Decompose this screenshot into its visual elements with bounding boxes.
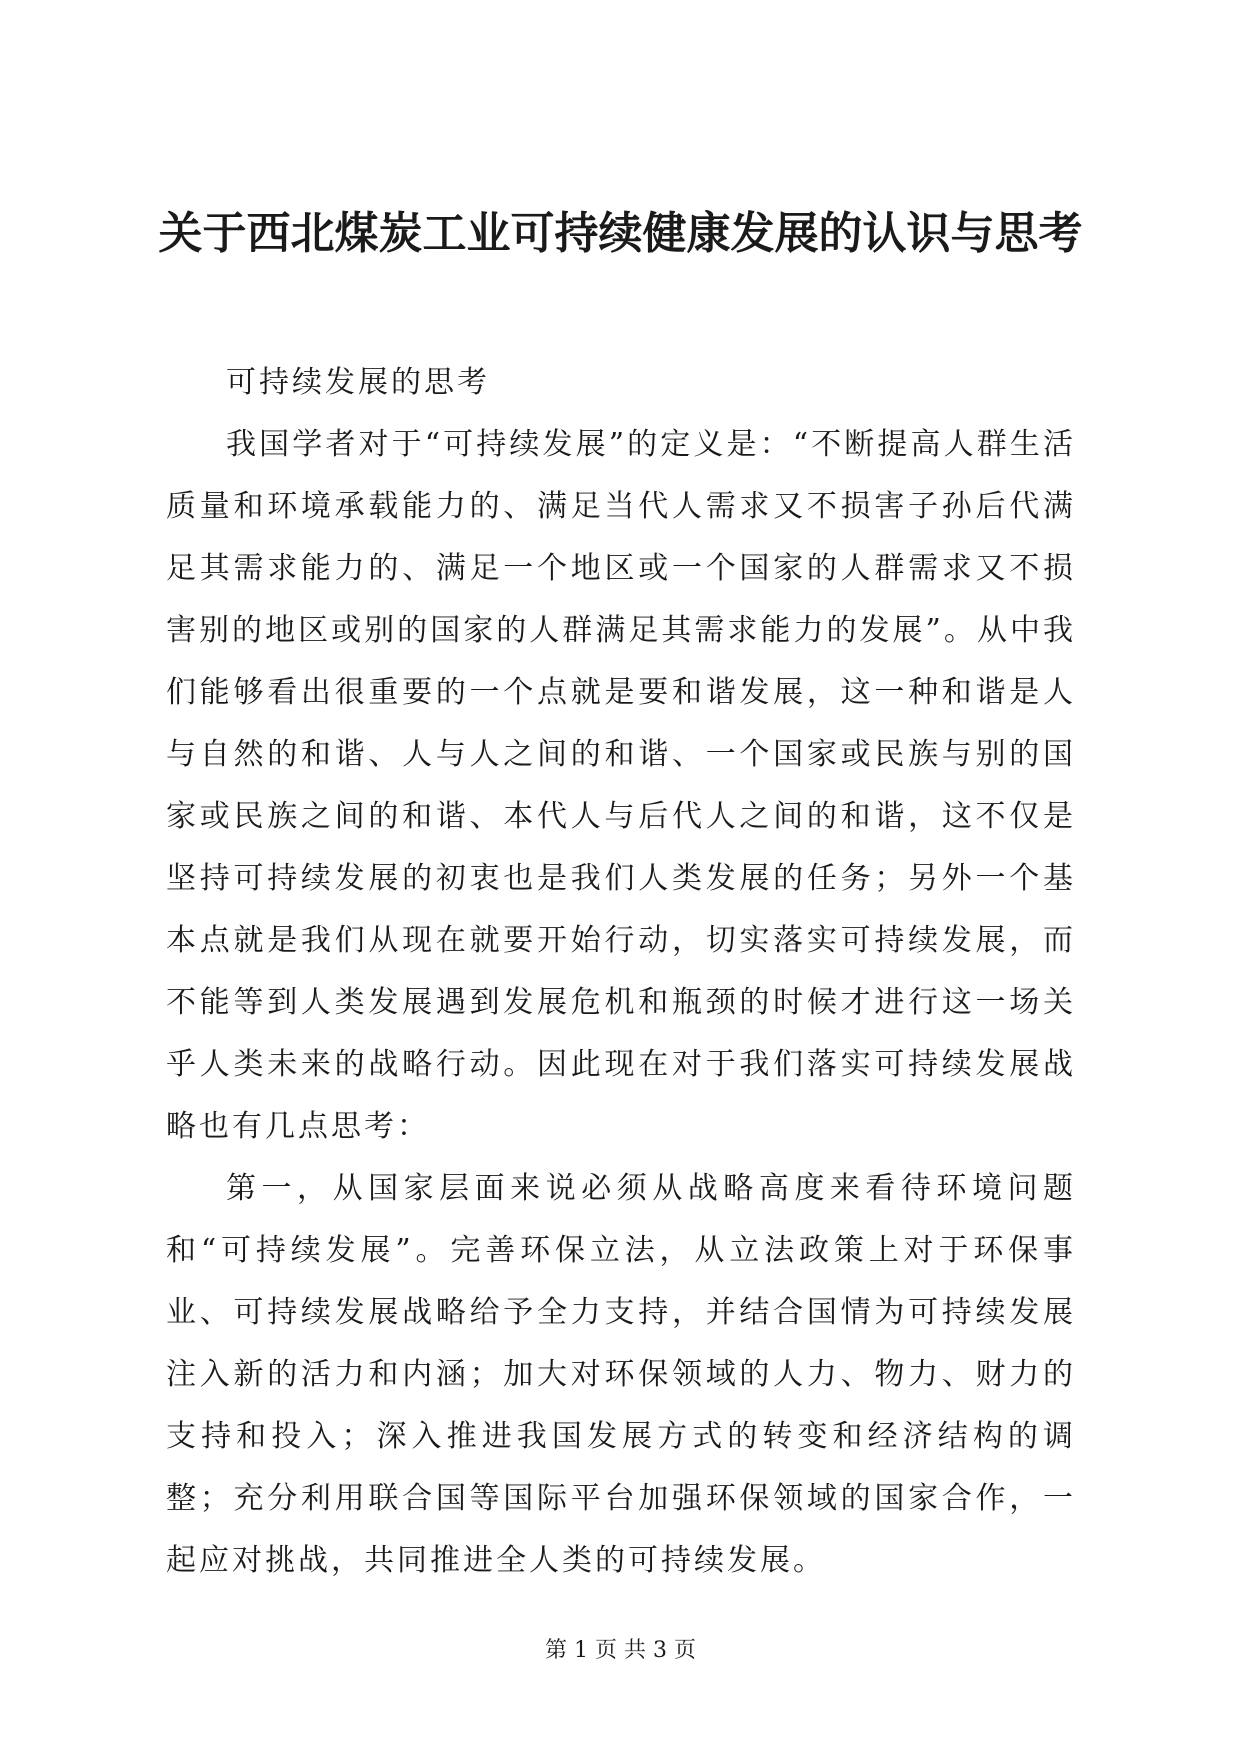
paragraph-heading: 可持续发展的思考 (226, 365, 490, 400)
paragraph-first-point: 第一，从国家层面来说必须从战略高度来看待环境问题和“可持续发展”。完善环保立法，从立法政策上对于环保事业、可持续发展战略给予全力支持，并结合国情为可持续发展注入新的活力和内涵；加大对环保领域的人力、物力、财力的支持和投入；深入推进我国发展方式的转变和经济结构的调整；充分利用联合国等国际平台加强环保领域的国家合作，一起应对挑战，共同推进全人类的可持续发展。 (166, 1171, 1076, 1578)
document-title: 关于西北煤炭工业可持续健康发展的认识与思考 (158, 208, 1083, 259)
page-footer: 第 1 页 共 3 页 (545, 1638, 696, 1663)
document-body (166, 352, 1076, 1592)
paragraph-definition: 我国学者对于“可持续发展”的定义是：“不断提高人群生活质量和环境承载能力的、满足当代人需求又不损害子孙后代满足其需求能力的、满足一个地区或一个国家的人群需求又不损害别的地区或别的国家的人群满足其需求能力的发展”。从中我们能够看出很重要的一个点就是要和谐发展，这一种和谐是人与自然的和谐、人与人之间的和谐、一个国家或民族与别的国家或民族之间的和谐、本代人与后代人之间的和谐，这不仅是坚持可持续发展的初衷也是我们人类发展的任务；另外一个基本点就是我们从现在就要开始行动，切实落实可持续发展，而不能等到人类发展遇到发展危机和瓶颈的时候才进行这一场关乎人类未来的战略行动。因此现在对于我们落实可持续发展战略也有几点思考： (166, 427, 1076, 1144)
